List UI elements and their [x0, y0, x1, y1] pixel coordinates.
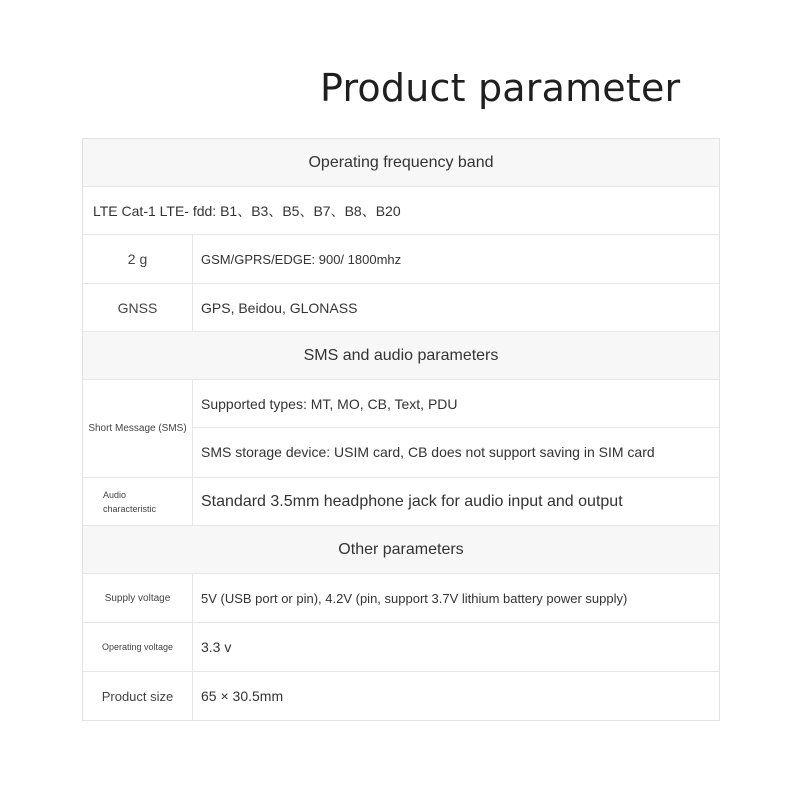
table-row-supply-voltage	[83, 574, 719, 623]
table-row-short-message	[83, 380, 719, 478]
row-value: 5V (USB port or pin), 4.2V (pin, support 3.7V lithium battery power supply)	[201, 590, 628, 606]
row-value: 3.3 v	[201, 639, 232, 655]
table-row-gnss	[83, 284, 719, 332]
row-value: Standard 3.5mm headphone jack for audio input and output	[201, 492, 623, 510]
table-row-lte	[83, 187, 719, 235]
audio-label-line1: Audio	[103, 489, 127, 500]
row-value: GSM/GPRS/EDGE: 900/ 1800mhz	[201, 251, 402, 267]
row-label	[83, 478, 193, 525]
table-row-2g	[83, 235, 719, 284]
table-row-operating-voltage	[83, 623, 719, 672]
row-label: Operating voltage	[83, 623, 193, 671]
page-title: Product parameter	[320, 66, 681, 110]
row-label: GNSS	[83, 284, 193, 331]
parameter-table	[82, 138, 720, 721]
section-title: Operating frequency band	[308, 153, 494, 171]
row-value: GPS, Beidou, GLONASS	[201, 299, 358, 316]
audio-label-line2: characteristic	[103, 503, 157, 514]
table-row-audio	[83, 478, 719, 526]
lte-value: LTE Cat-1 LTE- fdd: B1、B3、B5、B7、B8、B20	[93, 202, 401, 219]
row-value: 65 × 30.5mm	[201, 688, 284, 704]
row-label: Short Message (SMS)	[83, 380, 193, 477]
row-label: Supply voltage	[83, 574, 193, 622]
table-row-product-size	[83, 672, 719, 720]
section-header-frequency	[83, 139, 719, 187]
row-label: 2 g	[83, 235, 193, 283]
section-title: SMS and audio parameters	[303, 346, 499, 364]
section-header-sms-audio	[83, 332, 719, 380]
section-header-other	[83, 526, 719, 574]
row-value: SMS storage device: USIM card, CB does not support saving in SIM card	[201, 444, 655, 460]
row-value: Supported types: MT, MO, CB, Text, PDU	[193, 380, 719, 428]
section-title: Other parameters	[338, 540, 464, 558]
row-label: Product size	[83, 672, 193, 720]
